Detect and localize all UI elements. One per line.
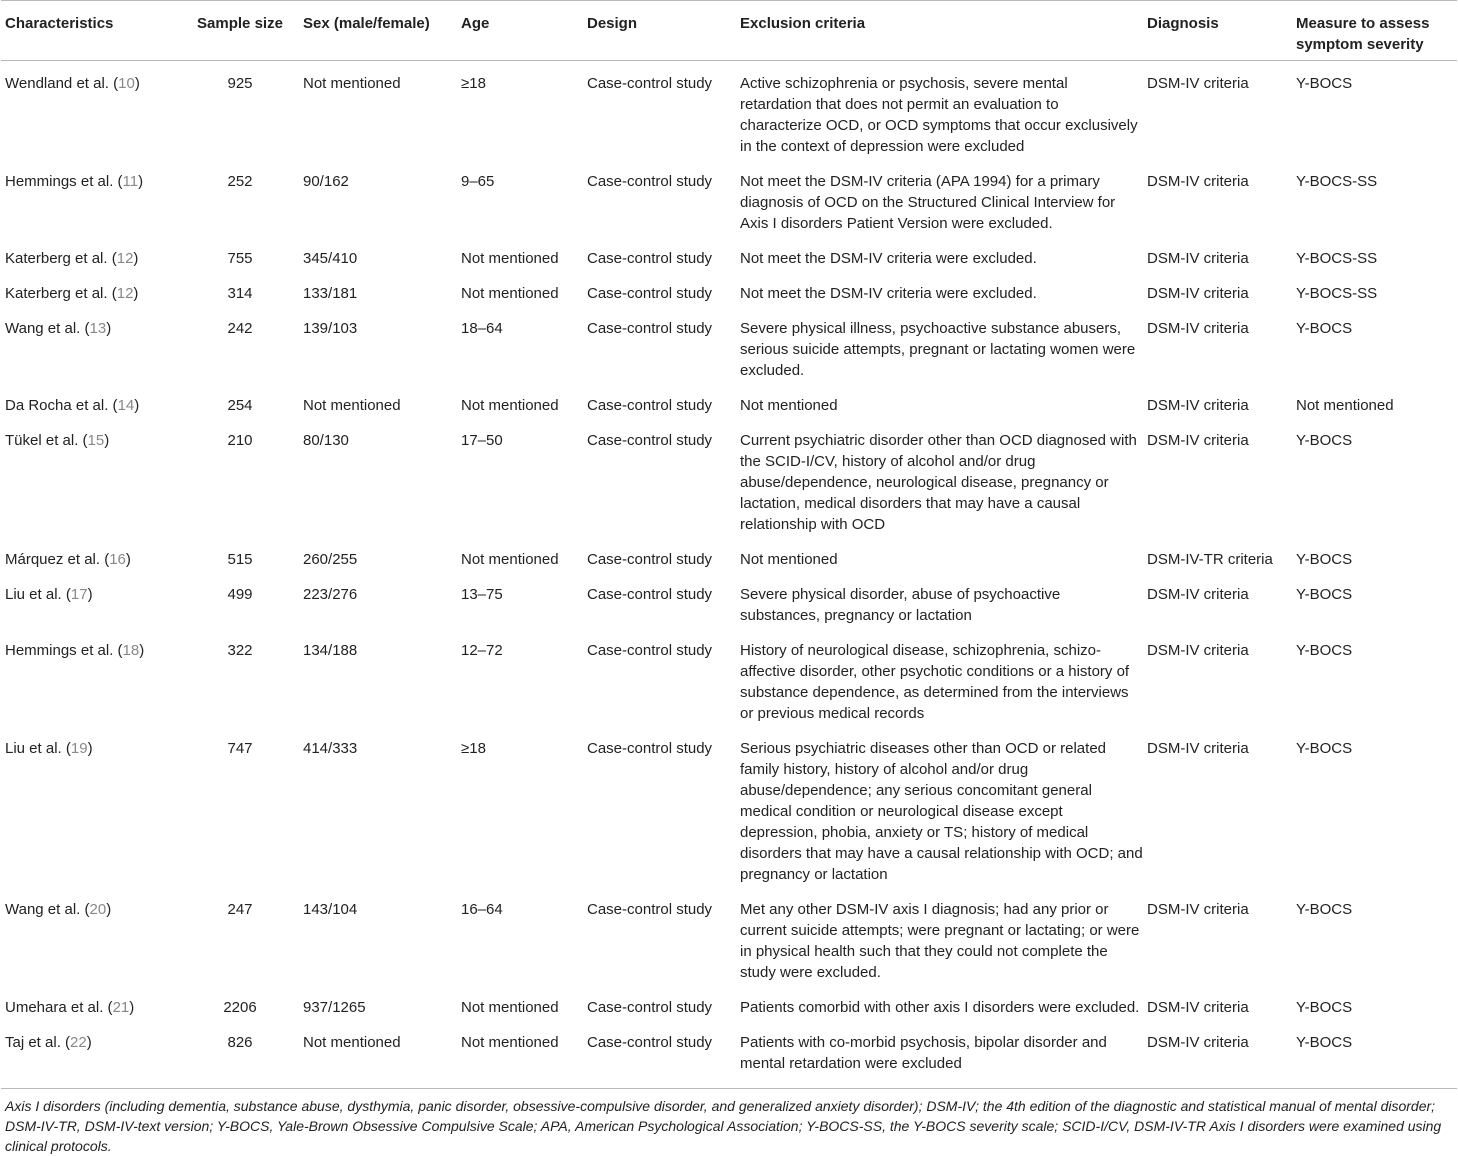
reference-link[interactable]: 12 <box>116 285 134 302</box>
cell-sex: 414/333 <box>303 740 358 757</box>
cell-diagnosis: DSM-IV-TR criteria <box>1147 551 1273 568</box>
paren-open: ( <box>100 551 110 568</box>
paren-open: ( <box>108 397 118 414</box>
cell-sample-size: 2206 <box>223 999 257 1016</box>
characteristics-table <box>1 0 1457 1089</box>
cell-characteristics <box>1 237 181 272</box>
paren-close: ) <box>134 75 140 92</box>
cell-age: 12–72 <box>461 642 503 659</box>
table-row <box>1 307 1457 384</box>
cell-diagnosis: DSM-IV criteria <box>1147 250 1249 267</box>
cell-diagnosis: DSM-IV criteria <box>1147 901 1249 918</box>
cell-sample-size: 925 <box>227 75 253 92</box>
cell-design: Case-control study <box>587 320 713 337</box>
cell-characteristics <box>1 986 181 1021</box>
cell-design: Case-control study <box>587 586 713 603</box>
cell-exclusion-criteria: Not mentioned <box>740 551 838 568</box>
table-row <box>1 538 1457 573</box>
reference-link[interactable]: 19 <box>70 740 88 757</box>
table-body <box>1 61 1457 1089</box>
author-name: Tükel et al. <box>5 432 79 449</box>
cell-exclusion-criteria: Met any other DSM-IV axis I diagnosis; had any prior or current suicide attempts; were pregnant or lactating; or were in physical health such that they could not complete the study were excluded. <box>740 901 1140 981</box>
cell-exclusion-criteria: Active schizophrenia or psychosis, severe mental retardation that does not permit an evaluation to characterize OCD, or OCD symptoms that occur exclusively in the context of depression were excluded <box>740 75 1138 155</box>
reference-link[interactable]: 11 <box>122 173 139 190</box>
paren-close: ) <box>106 320 112 337</box>
cell-measure: Y-BOCS <box>1296 320 1353 337</box>
cell-exclusion-criteria: Current psychiatric disorder other than OCD diagnosed with the SCID-I/CV, history of alcohol and/or drug abuse/dependence, neurological disease, pregnancy or lactation, medical disorders that may have a causal relationship with OCD <box>740 432 1137 533</box>
cell-design: Case-control study <box>587 173 713 190</box>
author-name: Da Rocha et al. <box>5 397 109 414</box>
cell-age: 9–65 <box>461 173 495 190</box>
cell-measure: Y-BOCS-SS <box>1296 250 1378 267</box>
paren-open: ( <box>113 642 123 659</box>
cell-sex: 143/104 <box>303 901 358 918</box>
cell-sample-size: 322 <box>227 642 253 659</box>
cell-measure: Y-BOCS <box>1296 740 1353 757</box>
author-name: Liu et al. <box>5 740 62 757</box>
cell-exclusion-criteria: Not meet the DSM-IV criteria were excluded. <box>740 250 1037 267</box>
cell-sex: Not mentioned <box>299 1021 457 1089</box>
table-row <box>1 727 1457 888</box>
header-sex: Sex (male/female) <box>299 1 457 61</box>
cell-measure: Y-BOCS <box>1296 586 1353 603</box>
cell-diagnosis: DSM-IV criteria <box>1147 397 1249 414</box>
cell-characteristics <box>1 307 181 384</box>
cell-characteristics <box>1 61 181 161</box>
cell-age: Not mentioned <box>457 1021 583 1089</box>
reference-link[interactable]: 17 <box>70 586 88 603</box>
cell-sex: 139/103 <box>303 320 358 337</box>
cell-sample-size: 826 <box>181 1021 299 1089</box>
header-age: Age <box>457 1 583 61</box>
cell-measure: Y-BOCS <box>1296 999 1353 1016</box>
paren-open: ( <box>80 320 90 337</box>
cell-design: Case-control study <box>587 432 713 449</box>
table-row <box>1 419 1457 538</box>
cell-exclusion-criteria: Serious psychiatric diseases other than OCD or related family history, history of alcohol and/or drug abuse/dependence; any serious concomitant general medical condition or neurological disease except depression, phobia, anxiety or TS; history of medical disorders that may have a causal relationship with OCD; and pregnancy or lactation <box>740 740 1143 883</box>
cell-design: Case-control study <box>587 999 713 1016</box>
reference-link[interactable]: 22 <box>70 1034 87 1051</box>
cell-diagnosis: DSM-IV criteria <box>1147 173 1249 190</box>
cell-exclusion-criteria: Patients comorbid with other axis I disorders were excluded. <box>740 999 1140 1016</box>
header-diagnosis: Diagnosis <box>1143 1 1292 61</box>
cell-exclusion-criteria: History of neurological disease, schizophrenia, schizo-affective disorder, other psychotic conditions or a history of substance dependence, as determined from the interviews or previous medical records <box>740 642 1130 722</box>
paren-open: ( <box>113 173 123 190</box>
cell-sample-size: 747 <box>227 740 253 757</box>
paren-open: ( <box>108 75 119 92</box>
table-row <box>1 986 1457 1021</box>
cell-characteristics <box>1 384 181 419</box>
cell-exclusion-criteria: Patients with co-morbid psychosis, bipolar disorder and mental retardation were excluded <box>736 1021 1143 1089</box>
reference-link[interactable]: 14 <box>117 397 135 414</box>
table-row <box>1 61 1457 161</box>
table-row <box>1 160 1457 237</box>
cell-sex: 134/188 <box>303 642 358 659</box>
paren-open: ( <box>60 1034 71 1051</box>
reference-link[interactable]: 10 <box>118 75 135 92</box>
cell-design: Case-control study <box>587 740 713 757</box>
cell-sample-size: 314 <box>227 285 253 302</box>
author-name: Wendland et al. <box>5 75 109 92</box>
reference-link[interactable]: 12 <box>116 250 134 267</box>
cell-age: ≥18 <box>461 75 486 92</box>
cell-sex: 133/181 <box>303 285 358 302</box>
cell-measure: Y-BOCS <box>1296 551 1353 568</box>
reference-link[interactable]: 15 <box>87 432 105 449</box>
table-row <box>1 629 1457 727</box>
table-row <box>1 272 1457 307</box>
author-name: Katerberg et al. <box>5 285 108 302</box>
paren-open: ( <box>103 999 113 1016</box>
cell-design: Case-control study <box>587 551 713 568</box>
reference-link[interactable]: 13 <box>89 320 107 337</box>
cell-diagnosis: DSM-IV criteria <box>1147 740 1249 757</box>
cell-design: Case-control study <box>587 285 713 302</box>
cell-sample-size: 499 <box>227 586 253 603</box>
cell-diagnosis: DSM-IV criteria <box>1147 75 1249 92</box>
author-name: Hemmings et al. <box>5 173 114 190</box>
cell-exclusion-criteria: Not meet the DSM-IV criteria were excluded. <box>740 285 1037 302</box>
table-row <box>1 888 1457 986</box>
paren-close: ) <box>138 173 144 190</box>
cell-characteristics <box>1 272 181 307</box>
cell-characteristics <box>1 1021 181 1089</box>
cell-age: 17–50 <box>461 432 503 449</box>
cell-age: Not mentioned <box>461 551 559 568</box>
paren-close: ) <box>129 999 135 1016</box>
reference-link[interactable]: 18 <box>122 642 140 659</box>
paren-close: ) <box>125 551 131 568</box>
cell-design: Case-control study <box>583 1021 736 1089</box>
cell-measure: Y-BOCS-SS <box>1296 173 1378 190</box>
cell-sample-size: 242 <box>227 320 253 337</box>
cell-exclusion-criteria: Severe physical disorder, abuse of psychoactive substances, pregnancy or lactation <box>740 586 1061 624</box>
author-name: Katerberg et al. <box>5 250 108 267</box>
table-footnote: Axis I disorders (including dementia, substance abuse, dysthymia, panic disorder, obsessive-compulsive disorder, and generalized anxiety disorder); DSM-IV; the 4th edition of the diagnostic and statistical manual of mental disorder; DSM-IV-TR, DSM-IV-text version; Y-BOCS, Yale-Brown Obsessive Compulsive Scale; APA, American Psychological Association; Y-BOCS-SS, the Y-BOCS severity scale; SCID-I/CV, DSM-IV-TR Axis I disorders were examined using clinical protocols. <box>5 1098 1442 1154</box>
cell-design: Case-control study <box>587 642 713 659</box>
paren-open: ( <box>107 285 117 302</box>
cell-sample-size: 252 <box>227 173 253 190</box>
cell-sex: 80/130 <box>303 432 349 449</box>
header-characteristics: Characteristics <box>1 1 181 61</box>
author-name: Márquez et al. <box>5 551 101 568</box>
cell-measure: Y-BOCS <box>1296 432 1353 449</box>
cell-characteristics <box>1 888 181 986</box>
author-name: Liu et al. <box>5 586 62 603</box>
author-name: Umehara et al. <box>5 999 104 1016</box>
cell-design: Case-control study <box>587 901 713 918</box>
cell-measure: Y-BOCS <box>1296 642 1353 659</box>
cell-exclusion-criteria: Severe physical illness, psychoactive substance abusers, serious suicide attempts, pregnant or lactating women were excluded. <box>740 320 1136 379</box>
table-row <box>1 384 1457 419</box>
cell-age: 18–64 <box>461 320 503 337</box>
cell-measure: Y-BOCS <box>1296 75 1353 92</box>
cell-exclusion-criteria: Not meet the DSM-IV criteria (APA 1994) for a primary diagnosis of OCD on the Structured Clinical Interview for Axis I disorders Patient Version were excluded. <box>740 173 1116 232</box>
paren-open: ( <box>78 432 88 449</box>
cell-sample-size: 254 <box>227 397 253 414</box>
cell-exclusion-criteria: Not mentioned <box>740 397 838 414</box>
cell-sex: 260/255 <box>303 551 358 568</box>
paren-close: ) <box>134 397 140 414</box>
reference-link[interactable]: 21 <box>112 999 130 1016</box>
cell-age: Not mentioned <box>461 999 559 1016</box>
cell-age: 13–75 <box>461 586 503 603</box>
cell-sample-size: 247 <box>227 901 253 918</box>
header-row <box>1 1 1457 61</box>
table-row <box>1 573 1457 629</box>
header-design: Design <box>583 1 736 61</box>
cell-sex: 223/276 <box>303 586 358 603</box>
paren-open: ( <box>61 586 71 603</box>
cell-diagnosis: DSM-IV criteria <box>1147 320 1249 337</box>
author-name: Hemmings et al. <box>5 642 114 659</box>
cell-characteristics <box>1 727 181 888</box>
cell-characteristics <box>1 538 181 573</box>
paren-open: ( <box>107 250 117 267</box>
cell-design: Case-control study <box>587 75 713 92</box>
paren-close: ) <box>86 1034 92 1051</box>
cell-characteristics <box>1 573 181 629</box>
cell-diagnosis: DSM-IV criteria <box>1147 642 1249 659</box>
cell-diagnosis: DSM-IV criteria <box>1147 432 1249 449</box>
paren-close: ) <box>139 642 145 659</box>
paren-close: ) <box>133 285 139 302</box>
cell-diagnosis: DSM-IV criteria <box>1143 1021 1292 1089</box>
header-exclusion-criteria: Exclusion criteria <box>736 1 1143 61</box>
cell-sex: 937/1265 <box>303 999 366 1016</box>
paren-close: ) <box>87 740 93 757</box>
cell-diagnosis: DSM-IV criteria <box>1147 586 1249 603</box>
paren-open: ( <box>80 901 90 918</box>
cell-characteristics <box>1 629 181 727</box>
reference-link[interactable]: 20 <box>89 901 107 918</box>
header-sample-size: Sample size <box>181 1 299 61</box>
cell-design: Case-control study <box>587 397 713 414</box>
paren-close: ) <box>106 901 112 918</box>
cell-sample-size: 515 <box>227 551 253 568</box>
author-name: Wang et al. <box>5 320 81 337</box>
cell-sex: Not mentioned <box>303 397 401 414</box>
cell-diagnosis: DSM-IV criteria <box>1147 999 1249 1016</box>
paren-close: ) <box>104 432 110 449</box>
cell-sex: 90/162 <box>303 173 349 190</box>
cell-age: Not mentioned <box>461 285 559 302</box>
cell-measure: Y-BOCS <box>1292 1021 1457 1089</box>
header-measure: Measure to assess symptom severity <box>1292 1 1457 61</box>
cell-measure: Not mentioned <box>1296 397 1394 414</box>
cell-age: 16–64 <box>461 901 503 918</box>
cell-sex: 345/410 <box>303 250 358 267</box>
cell-sex: Not mentioned <box>303 75 401 92</box>
paren-close: ) <box>133 250 139 267</box>
cell-measure: Y-BOCS-SS <box>1296 285 1378 302</box>
paren-open: ( <box>61 740 71 757</box>
cell-age: Not mentioned <box>461 250 559 267</box>
author-name: Wang et al. <box>5 901 81 918</box>
cell-age: Not mentioned <box>461 397 559 414</box>
cell-characteristics <box>1 419 181 538</box>
table-row <box>1 1021 1457 1089</box>
cell-sample-size: 755 <box>227 250 253 267</box>
cell-diagnosis: DSM-IV criteria <box>1147 285 1249 302</box>
paren-close: ) <box>87 586 93 603</box>
cell-characteristics <box>1 160 181 237</box>
cell-age: ≥18 <box>461 740 486 757</box>
table-row <box>1 237 1457 272</box>
cell-sample-size: 210 <box>227 432 253 449</box>
cell-design: Case-control study <box>587 250 713 267</box>
author-name: Taj et al. <box>5 1034 61 1051</box>
reference-link[interactable]: 16 <box>109 551 126 568</box>
cell-measure: Y-BOCS <box>1296 901 1353 918</box>
